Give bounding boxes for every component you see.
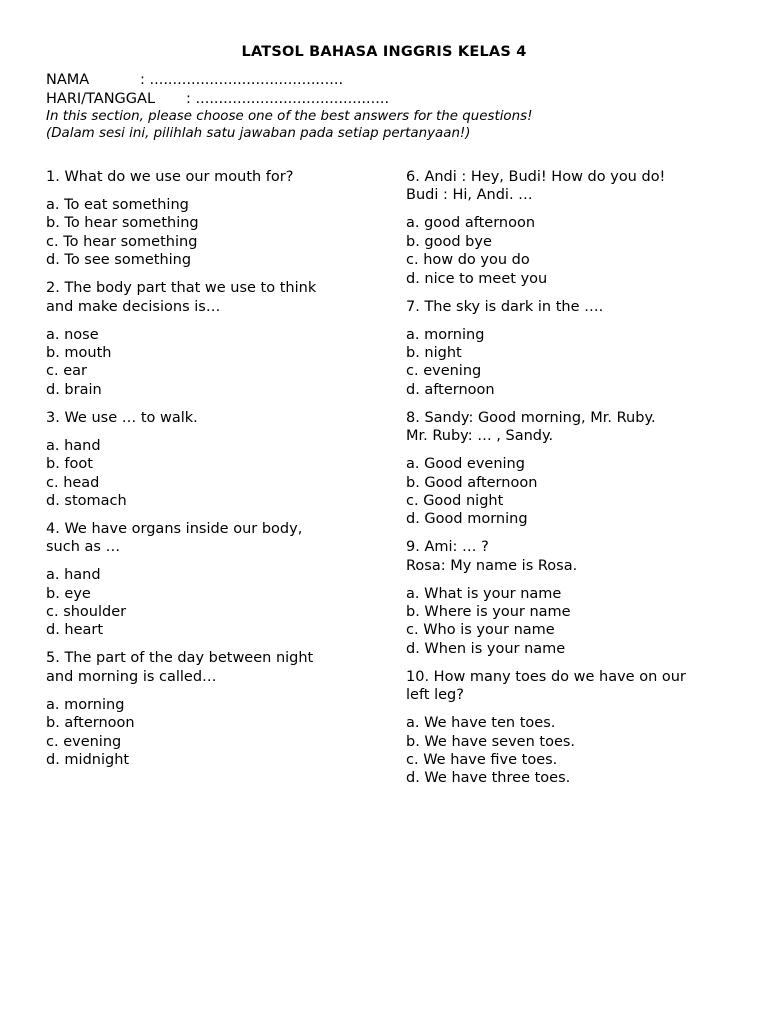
question-text-line: 9. Ami: … ? [406,539,489,556]
question-item [46,649,366,769]
question-text [406,538,726,575]
answer-option: a. hand [46,437,101,454]
question-text-line: 6. Andi : Hey, Budi! How do you do! [406,169,666,185]
question-text [46,168,366,186]
field-label-hari-tanggal: HARI/TANGGAL [46,91,156,107]
answer-options [406,714,726,788]
question-text-line: 3. We use … to walk. [46,409,198,426]
question-text [406,409,726,446]
instruction-indonesian: (Dalam sesi ini, pilihlah satu jawaban pada setiap pertanyaan!) [46,126,471,141]
answer-options [406,214,726,288]
answer-option: c. evening [46,733,122,750]
answer-option: d. stomach [46,492,127,509]
answer-option: a. Good evening [406,456,525,473]
field-row-hari-tanggal [46,90,726,109]
question-item [406,538,726,658]
answer-option: d. heart [46,622,104,639]
instructions [46,108,726,142]
question-text [46,649,366,686]
question-text [406,668,726,705]
answer-options [406,455,726,529]
answer-option: b. good bye [406,233,492,250]
question-text-line: 5. The part of the day between night [46,650,314,667]
answer-option: a. hand [46,567,101,584]
answer-option: b. night [406,344,462,361]
page-title: LATSOL BAHASA INGGRIS KELAS 4 [241,44,527,60]
answer-option: c. To hear something [46,233,198,250]
answer-option: a. What is your name [406,585,562,602]
field-label-nama: NAMA [46,72,90,88]
question-text-line: Rosa: My name is Rosa. [406,557,578,574]
answer-option: b. Good afternoon [406,474,538,491]
question-item [406,668,726,788]
answer-option: b. mouth [46,344,112,361]
answer-option: b. eye [46,585,91,602]
answer-option: d. To see something [46,252,192,269]
answer-option: b. foot [46,456,93,473]
question-text-line: 2. The body part that we use to think [46,280,317,297]
field-separator: : [186,91,191,107]
answer-option: d. afternoon [406,381,495,398]
answer-option: d. brain [46,381,102,398]
field-separator: : [140,72,145,88]
answer-option: a. We have ten toes. [406,715,556,732]
answer-option: d. When is your name [406,640,566,657]
answer-option: a. good afternoon [406,215,536,232]
question-item [406,409,726,529]
questions-column-right [406,168,726,797]
question-text-line: 10. How many toes do we have on our [406,668,686,685]
answer-option: c. shoulder [46,604,127,621]
answer-option: d. nice to meet you [406,270,548,287]
question-item [46,168,366,270]
answer-option: a. To eat something [46,197,189,213]
answer-options [46,566,366,640]
answer-option: c. We have five toes. [406,752,558,769]
answer-option: d. Good morning [406,511,528,528]
answer-option: b. To hear something [46,215,199,232]
answer-options [406,585,726,659]
question-text [46,409,366,427]
answer-option: a. morning [46,696,125,713]
question-text-line: and make decisions is… [46,298,221,315]
answer-option: d. midnight [46,752,130,769]
question-text-line: 4. We have organs inside our body, [46,520,303,537]
question-text-line: left leg? [406,687,464,704]
answer-option: b. afternoon [46,715,135,732]
question-text [46,520,366,557]
answer-options [46,326,366,400]
question-text-line: Budi : Hi, Andi. … [406,187,533,204]
question-text-line: such as … [46,539,121,556]
answer-options [406,326,726,400]
questions-column-left [46,168,366,779]
answer-option: d. We have three toes. [406,770,571,787]
question-item [46,279,366,399]
question-text [46,279,366,316]
answer-option: c. Who is your name [406,622,555,639]
field-blank-hari-tanggal: .......................................... [195,91,390,107]
question-text-line: and morning is called… [46,668,217,685]
answer-option: c. how do you do [406,252,530,269]
question-text-line: Mr. Ruby: … , Sandy. [406,428,554,445]
question-text-line: 7. The sky is dark in the …. [406,298,604,315]
answer-option: b. We have seven toes. [406,733,576,750]
question-text [406,298,726,316]
answer-option: a. morning [406,326,485,343]
answer-option: c. ear [46,363,87,380]
answer-option: a. nose [46,326,99,343]
answer-options [46,196,366,270]
student-info-fields [46,71,726,109]
question-item [46,409,366,511]
answer-options [46,437,366,511]
field-row-nama [46,71,726,90]
answer-option: c. evening [406,363,482,380]
instruction-english: In this section, please choose one of the best answers for the questions! [46,109,533,124]
answer-option: c. head [46,474,100,491]
field-blank-nama: .......................................... [149,72,344,88]
question-text-line: 8. Sandy: Good morning, Mr. Ruby. [406,409,656,426]
answer-options [46,696,366,770]
question-text [406,168,726,205]
question-item [46,520,366,640]
question-text-line: 1. What do we use our mouth for? [46,169,294,185]
question-item [406,298,726,400]
question-item [406,168,726,288]
answer-option: b. Where is your name [406,604,571,621]
answer-option: c. Good night [406,492,504,509]
